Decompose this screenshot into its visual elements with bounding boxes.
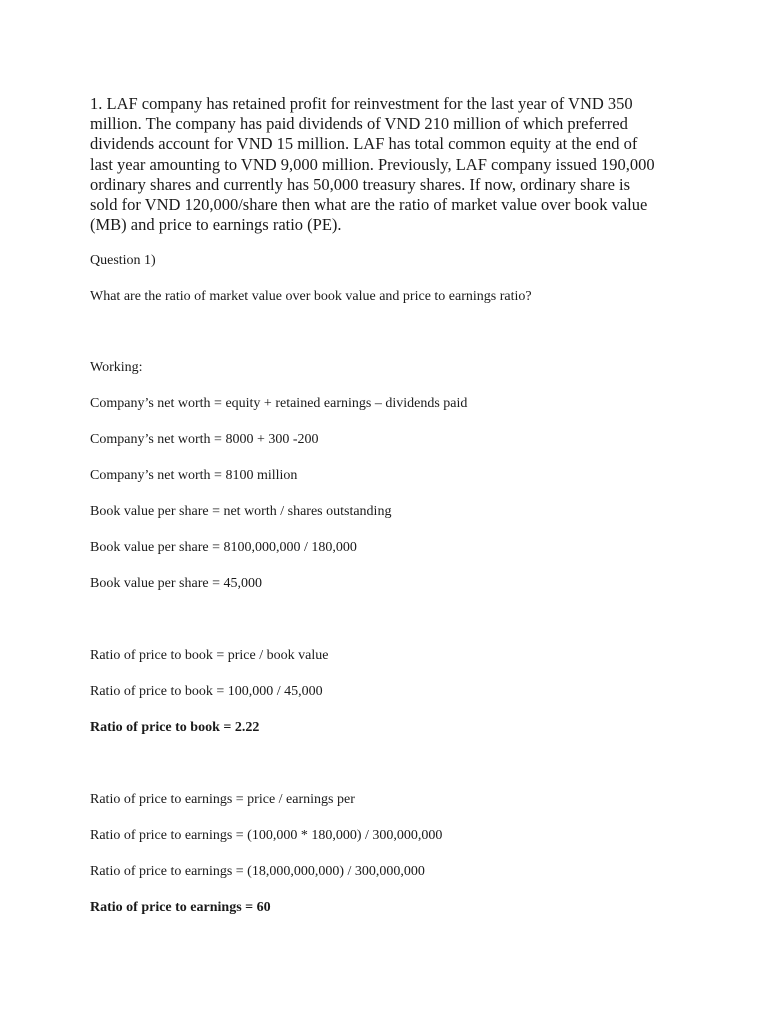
working-heading: Working:	[90, 360, 143, 375]
price-to-book-substitution: Ratio of price to book = 100,000 / 45,000	[90, 684, 323, 699]
problem-line: sold for VND 120,000/share then what are the ratio of market value over book value	[90, 195, 648, 215]
price-to-book-result: Ratio of price to book = 2.22	[90, 720, 260, 735]
price-to-earnings-step: Ratio of price to earnings = (18,000,000,000) / 300,000,000	[90, 864, 425, 879]
problem-line: ordinary shares and currently has 50,000 treasury shares. If now, ordinary share is	[90, 174, 631, 194]
net-worth-substitution: Company’s net worth = 8000 + 300 -200	[90, 432, 319, 447]
net-worth-result: Company’s net worth = 8100 million	[90, 468, 298, 483]
book-value-formula: Book value per share = net worth / shares outstanding	[90, 504, 392, 519]
problem-line: last year amounting to VND 9,000 million. Previously, LAF company issued 190,000	[90, 154, 655, 174]
question-heading: Question 1)	[90, 253, 156, 268]
book-value-result: Book value per share = 45,000	[90, 576, 262, 591]
price-to-earnings-substitution: Ratio of price to earnings = (100,000 * 180,000) / 300,000,000	[90, 828, 443, 843]
net-worth-formula: Company’s net worth = equity + retained earnings – dividends paid	[90, 396, 468, 411]
book-value-substitution: Book value per share = 8100,000,000 / 180,000	[90, 540, 357, 555]
problem-line: 1. LAF company has retained profit for reinvestment for the last year of VND 350	[90, 94, 633, 113]
question-text: What are the ratio of market value over book value and price to earnings ratio?	[90, 289, 532, 304]
problem-line: (MB) and price to earnings ratio (PE).	[90, 215, 342, 235]
problem-line: million. The company has paid dividends of VND 210 million of which preferred	[90, 114, 628, 134]
problem-line: dividends account for VND 15 million. LAF has total common equity at the end of	[90, 134, 638, 154]
price-to-earnings-result: Ratio of price to earnings = 60	[90, 900, 271, 915]
problem-statement	[90, 94, 690, 235]
price-to-earnings-formula: Ratio of price to earnings = price / earnings per	[90, 792, 355, 807]
price-to-book-formula: Ratio of price to book = price / book value	[90, 648, 329, 663]
